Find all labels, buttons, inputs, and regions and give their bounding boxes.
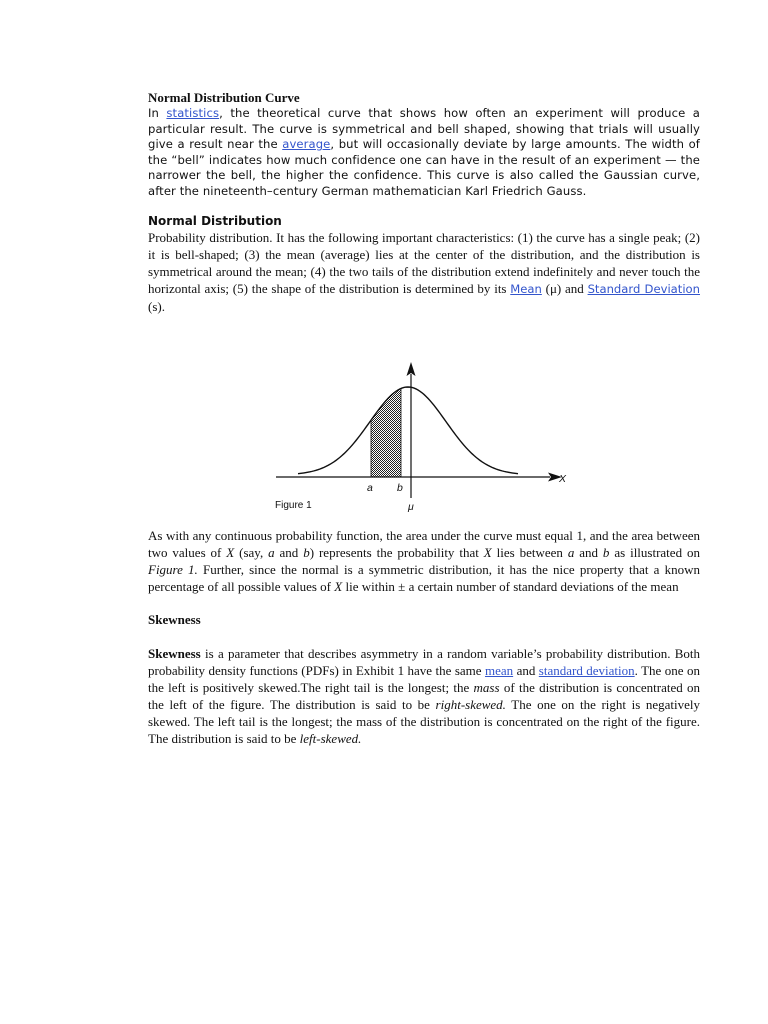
shaded-area-a-b [371, 388, 401, 477]
text-run: and [513, 663, 539, 678]
text-run: (μ) and [541, 281, 588, 296]
bell-curve [298, 387, 518, 474]
section-title-skewness: Skewness [148, 612, 201, 627]
link-mean[interactable]: Mean [510, 282, 542, 296]
term-left-skewed: left-skewed. [299, 731, 362, 746]
var-x: X [334, 579, 343, 594]
section-title-normal-distribution-curve: Normal Distribution Curve [148, 90, 300, 105]
text-run: In [148, 106, 167, 120]
paragraph-skewness [148, 645, 700, 747]
text-run: (s). [148, 299, 165, 314]
text-run: Probability distribution. It has the following important characteristics: (1) the curve has a single peak; (2) it is bell-shaped; (3) the mean (average) lies at the center of the distribution, and the distribution is symmetrical around the mean; (4) the two tails of the distribution extend indefinitely and never touch the horizontal axis; (5) the shape of the distribution is determined by its [148, 230, 700, 296]
y-axis-arrow-icon [407, 362, 416, 376]
figure-normal-curve [268, 360, 588, 520]
text-run: is a parameter that describes asymmetry in a random variable’s probability distribution. Both probability density functions (PDFs) in Exhibit 1 have the same [148, 646, 700, 678]
text-run: lies between [491, 545, 568, 560]
text-run: of the distribution is concentrated on the left of the figure. The distribution is said to be [148, 680, 701, 712]
var-x: X [483, 545, 492, 560]
text-run: The one on the right is negatively skewed. The left tail is the longest; the mass of the distribution is concentrated on the right of the figure. The distribution is said to be [148, 697, 701, 746]
paragraph-normal-distribution-curve [148, 106, 700, 199]
section-title-normal-distribution: Normal Distribution [148, 214, 282, 228]
normal-curve-diagram [268, 360, 588, 520]
figure-reference: Figure 1. [148, 562, 198, 577]
link-standard-deviation[interactable]: Standard Deviation [587, 282, 700, 296]
var-a: a [268, 545, 275, 560]
label-x: X [559, 473, 567, 485]
link-mean-lower[interactable]: mean [484, 663, 514, 678]
text-run: . The one on the left is positively skewed.The right tail is the longest; the [148, 663, 700, 695]
link-average[interactable]: average [282, 137, 331, 151]
text-run: , the theoretical curve that shows how often an experiment will produce a particular result. The curve is symmetrical and bell shaped, showing that trials will usually give a result near the [148, 106, 700, 151]
text-run: As with any continuous probability function, the area under the curve must equal 1, and the area between two values of [148, 528, 700, 560]
paragraph-continuous-probability [148, 527, 700, 595]
text-run: lie within ± a certain number of standard deviations of the mean [342, 579, 679, 594]
term-right-skewed: right-skewed. [435, 697, 506, 712]
var-x: X [226, 545, 235, 560]
var-b: b [303, 545, 310, 560]
label-mu: μ [408, 501, 414, 513]
var-b: b [602, 545, 610, 560]
label-b: b [397, 482, 403, 494]
text-run: ) represents the probability that [309, 545, 484, 560]
text-run: as illustrated on [609, 545, 700, 560]
text-run: Further, since the normal is a symmetric distribution, it has the nice property that a known percentage of all possible values of [148, 562, 700, 594]
paragraph-normal-distribution [148, 229, 700, 315]
figure-caption: Figure 1 [275, 500, 312, 511]
var-a: a [567, 545, 575, 560]
text-run: and [574, 545, 603, 560]
text-run: and [274, 545, 304, 560]
term-mass: mass [473, 680, 500, 695]
link-statistics[interactable]: statistics [166, 106, 220, 120]
link-standard-deviation-lower[interactable]: standard deviation [538, 663, 635, 678]
term-skewness: Skewness [148, 646, 201, 661]
label-a: a [367, 482, 373, 494]
text-run: (say, [234, 545, 269, 560]
text-run: , but will occasionally deviate by large amounts. The width of the “bell” indicates how much confidence one can have in the result of an experiment — the narrower the bell, the higher the confidence. This curve is also called the Gaussian curve, after the nineteenth–century German mathematician Karl Friedrich Gauss. [148, 137, 700, 198]
